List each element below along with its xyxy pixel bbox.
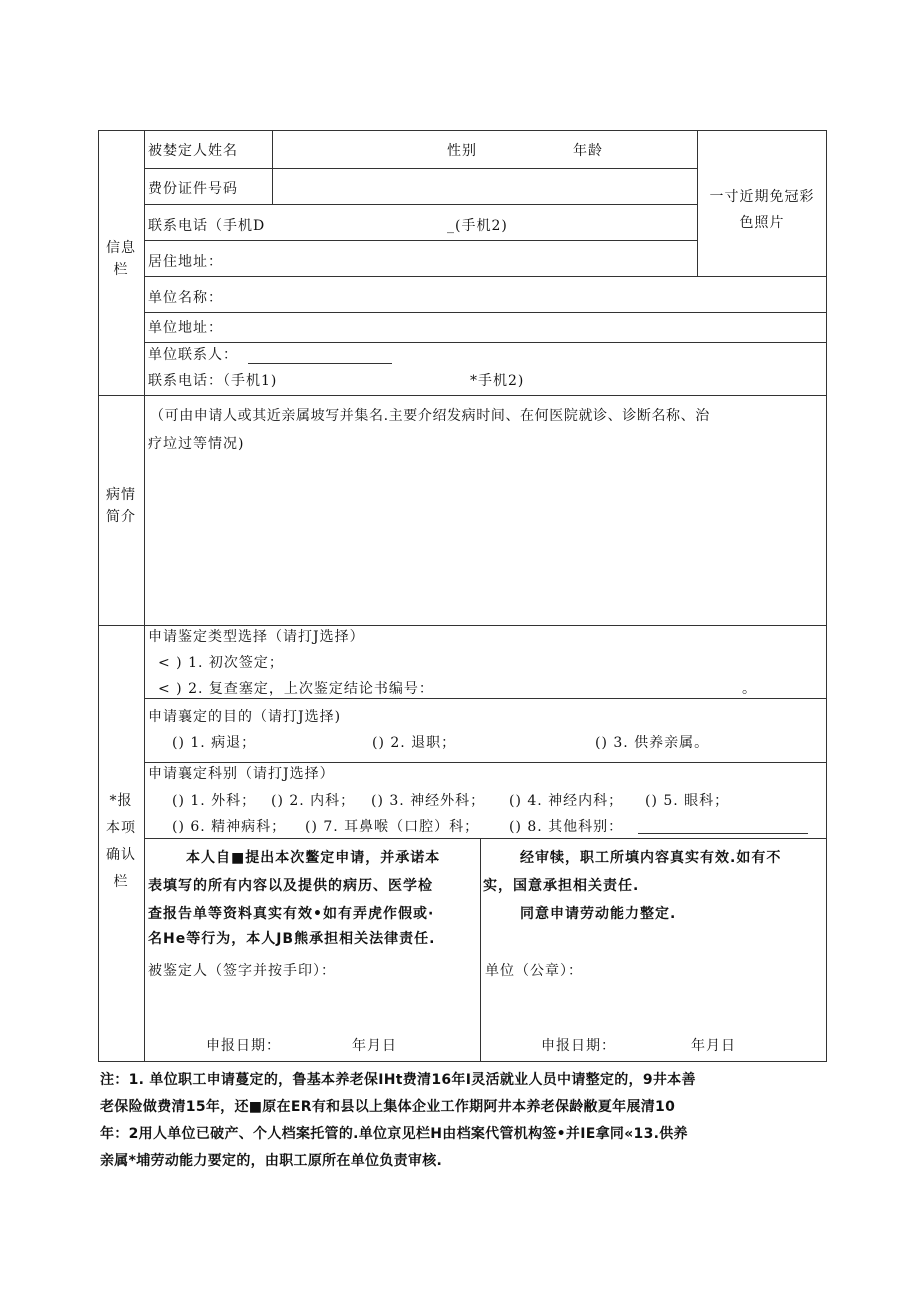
row-line (144, 204, 697, 205)
dept-option-psychiatry[interactable]: () 6. 精神病科； (172, 819, 287, 835)
unit-phone-label: 联系电话：（手机1) (148, 373, 278, 389)
declaration-divider (480, 838, 481, 1061)
row-line (144, 240, 697, 241)
purpose-option-sick-retire[interactable]: () 1. 病退； (172, 735, 257, 751)
table-bottom-border (98, 1061, 827, 1062)
unit-review-line3: 同意申请劳动能力整定. (520, 906, 677, 922)
unit-seal-label: 单位（公章）： (485, 963, 583, 979)
section-declaration-label: *报本项确认栏 (106, 793, 136, 890)
footnote-line4: 亲属*埔劳动能力要定的，由职工原所在单位负责审核. (100, 1153, 443, 1169)
dept-option-other[interactable]: () 8. 其他科别： (509, 819, 624, 835)
section-label-divider (144, 130, 145, 1061)
purpose-option-dependents[interactable]: () 3. 供养亲属。 (595, 735, 710, 751)
applicant-pledge-line4: 名He等行为，本人JB熊承担相关法律责任. (148, 931, 436, 947)
unit-contact-label: 单位联系人： (148, 347, 238, 363)
applicant-name-label: 被婪定人姓名 (148, 143, 238, 159)
footnote-line1: 注：1. 单位职工申请蔓定的，鲁基本养老保IHt费清16年I灵活就业人员中请整定的，9井本善 (100, 1072, 696, 1088)
applicant-date-value: 年月日 (352, 1038, 397, 1054)
type-option-review-end: 。 (742, 681, 757, 697)
section-condition-label: 病情简介 (106, 487, 136, 525)
footnote-line3: 年：2用人单位已破产、个人档案托管的.单位京见栏H由档案代管机构签•并IE拿同«13.供养 (100, 1126, 688, 1142)
type-option-review[interactable]: < ) 2. 复查塞定，上次鉴定结论书编号： (158, 681, 434, 697)
table-left-border (98, 130, 99, 1061)
section-line (98, 395, 827, 396)
dept-option-neurosurgery[interactable]: () 3. 神经外科； (371, 793, 486, 809)
phone2-label: _(手机2) (447, 218, 508, 234)
section-info-label: 信息栏 (106, 240, 136, 278)
row-line (144, 342, 826, 343)
unit-contact-blank[interactable] (248, 363, 392, 364)
row-line (144, 168, 697, 169)
condition-hint-line1: （可由申请人或其近亲属坡写并集名.主要介绍发病时间、在何医院就诊、诊断名称、治 (150, 408, 710, 424)
dept-option-neurology[interactable]: () 4. 神经内科； (509, 793, 624, 809)
dept-option-internal[interactable]: () 2. 内科； (271, 793, 356, 809)
row-line (144, 698, 826, 699)
name-label-divider (272, 130, 273, 204)
unit-name-label: 单位名称： (148, 290, 223, 306)
id-number-label: 费份证件号码 (148, 181, 238, 197)
unit-date-value: 年月日 (691, 1038, 736, 1054)
dept-option-ophthalmology[interactable]: () 5. 眼科； (645, 793, 730, 809)
residence-address-label: 居住地址： (148, 254, 223, 270)
row-line (144, 276, 826, 277)
photo-placeholder-label: 一寸近期免冠彩色照片 (709, 189, 815, 231)
section-line (98, 625, 827, 626)
applicant-pledge-line1: 本人自■提出本次鳖定申请，并承诺本 (186, 850, 441, 866)
footnote-line2: 老保险做费清15年，还■原在ER有和县以上集体企业工作期阿井本养老保龄敝夏年展清10 (100, 1099, 676, 1115)
condition-hint-line2: 疗垃过等情况) (148, 436, 245, 452)
phone-label: 联系电话（手机D (148, 218, 266, 234)
applicant-pledge-line3: 查报告单等资料真实有效•如有弄虎作假或· (148, 906, 435, 922)
row-line (144, 312, 826, 313)
unit-address-label: 单位地址： (148, 320, 223, 336)
applicant-pledge-line2: 表填写的所有内容以及提供的病历、医学检 (148, 878, 433, 894)
gender-label: 性别 (447, 143, 477, 159)
row-line (144, 838, 826, 839)
table-top-border (98, 130, 827, 131)
row-line (144, 762, 826, 763)
age-label: 年龄 (573, 143, 603, 159)
unit-review-line2: 实，国意承担相关责任. (483, 878, 640, 894)
dept-other-blank[interactable] (638, 833, 808, 834)
applicant-signature-label: 被鉴定人（签字并按手印）： (148, 963, 336, 979)
applicant-date-label: 申报日期： (206, 1038, 281, 1054)
unit-date-label: 申报日期： (541, 1038, 616, 1054)
type-option-initial[interactable]: < ) 1. 初次签定； (158, 655, 284, 671)
dept-option-surgery[interactable]: () 1. 外科； (172, 793, 257, 809)
table-right-border (826, 130, 827, 1061)
unit-phone2-label: *手机2) (470, 373, 525, 389)
purpose-title: 申请襄定的目的（请打J选择) (148, 709, 342, 725)
dept-option-ent[interactable]: () 7. 耳鼻喉（口腔）科； (305, 819, 480, 835)
photo-divider (697, 130, 698, 276)
type-title: 申请鉴定类型选择（请打J选择） (148, 629, 365, 645)
dept-title: 申请襄定科别（请打J选择） (148, 766, 335, 782)
purpose-option-resign[interactable]: () 2. 退职； (372, 735, 457, 751)
unit-review-line1: 经审犊，职工所填内容真实有效.如有不 (520, 850, 782, 866)
